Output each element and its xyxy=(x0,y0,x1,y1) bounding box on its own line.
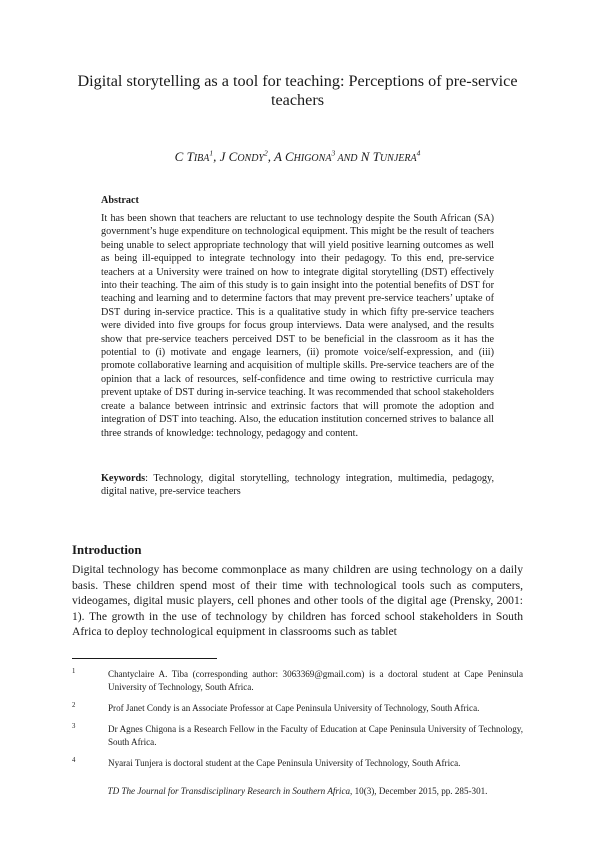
author-3: A CHIGONA$^3$ AND xyxy=(274,149,358,165)
author-4: N TUNJERA$^4$ xyxy=(360,149,421,165)
keywords-label: Keywords xyxy=(101,473,146,484)
author-line xyxy=(70,146,525,167)
paper-title: Digital storytelling as a tool for teaching: Perceptions of pre-service teachers xyxy=(77,72,518,109)
author-1: C TIBA$^1$, xyxy=(174,149,217,165)
footnote-mark: 3 xyxy=(72,723,76,730)
footnote-text: Chantyclaire A. Tiba (corresponding author: 3063369@gmail.com) is a doctoral student at Cape Peninsula University of Technology, South Africa. xyxy=(108,669,523,692)
keywords-text: : Technology, digital storytelling, technology integration, multimedia, pedagogy, digital native, pre-service teachers xyxy=(101,473,494,498)
footnote-3 xyxy=(72,723,523,749)
footnote-4 xyxy=(72,757,523,770)
footnote-2 xyxy=(72,702,523,715)
footnote-text: Prof Janet Condy is an Associate Professor at Cape Peninsula University of Technology, South Africa. xyxy=(108,703,480,713)
journal-name: TD The Journal for Transdisciplinary Research in Southern Africa xyxy=(107,786,351,796)
page-footer xyxy=(70,786,525,796)
introduction-body: Digital technology has become commonplace as many children are using technology on a daily basis. These children spend most of their time with technological tools such as computers, videogames, digital music players, cell phones and other tools of the digital age (Prensky, 2001: 1). The growth in the use of technology by children has forced school stakeholders in South Africa to deploy technological equipment in classrooms such as tablet xyxy=(72,563,523,639)
abstract-body: It has been shown that teachers are reluctant to use technology despite the South African (SA) government’s huge expenditure on technological equipment. This might be the result of teachers being unable to select appropriate technology that will yield positive learning outcomes as well as being ill-equipped to integrate technology into their pedagogy. To this end, pre-service teachers at a University were trained on how to integrate digital storytelling (DST) effectively into their teaching. The aim of this study is to gain insight into the potential benefits of DST for teaching and learning and to determine factors that may prevent pre-service teachers’ uptake of DST during in-service practice. This is a qualitative study in which fifty pre-service teachers were divided into five groups for focus group interviews. Data were analysed, and the results show that pre-service teachers perceived DST to be beneficial in the classroom as it has the potential to (i) motivate and engage learners, (ii) promote voice/self-expression, and (iii) promote collaborative learning and acquisition of multiple skills. Pre-service teachers are of the opinion that a lack of resources, self-confidence and time owing to restrictive curricula may prevent uptake of DST during in-service teaching. It was recommended that school stakeholders create a balance between intrinsic and extrinsic factors that will promote the adoption and integration of DST into teaching. Also, the education institution concerned strives to balance all three strands of knowledge: technology, pedagogy and content. xyxy=(101,213,494,439)
abstract-heading: Abstract xyxy=(101,195,139,206)
footnote-text: Nyarai Tunjera is doctoral student at the Cape Peninsula University of Technology, South Africa. xyxy=(108,758,461,768)
citation-details: , 10(3), December 2015, pp. 285-301. xyxy=(350,786,488,796)
footnote-divider xyxy=(72,658,217,659)
keywords-line xyxy=(101,472,494,499)
footnotes xyxy=(72,668,523,778)
footnote-mark: 4 xyxy=(72,757,76,764)
footnote-mark: 2 xyxy=(72,702,76,709)
footnote-text: Dr Agnes Chigona is a Research Fellow in the Faculty of Education at Cape Peninsula University of Technology, South Africa. xyxy=(108,724,523,747)
footnote-1 xyxy=(72,668,523,694)
author-2: J CONDY$^2$, xyxy=(219,149,271,165)
introduction-heading: Introduction xyxy=(72,543,142,557)
footnote-mark: 1 xyxy=(72,668,76,675)
